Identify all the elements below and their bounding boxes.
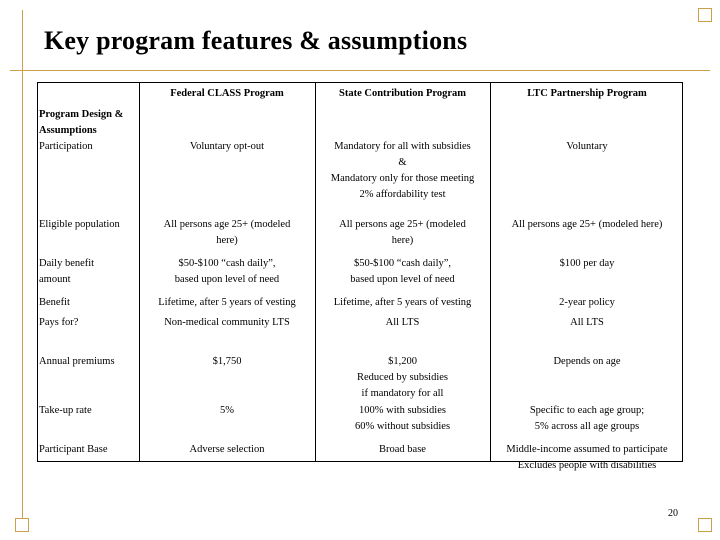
cell-eligible-state: All persons age 25+ (modeled here): [339, 219, 466, 246]
cell-participation-ltc: Voluntary: [566, 141, 608, 152]
cell-daily-benefit-state: $50-$100 “cash daily”, based upon level of need: [350, 258, 455, 285]
decorative-vertical-line: [22, 10, 23, 530]
cell-eligible-federal: All persons age 25+ (modeled here): [163, 219, 291, 246]
cell-pays-for-ltc: All LTS: [570, 317, 604, 328]
section-label-program-design: Program Design & Assumptions: [39, 109, 124, 136]
cell-eligible-ltc: All persons age 25+ (modeled here): [511, 219, 663, 230]
row-label-benefit: Benefit: [39, 297, 70, 308]
row-label-participation: Participation: [39, 141, 93, 152]
cell-daily-benefit-federal: $50-$100 “cash daily”, based upon level of need: [174, 258, 280, 285]
cell-benefit-ltc: 2-year policy: [559, 297, 615, 308]
cell-take-up-federal: 5%: [220, 405, 234, 416]
cell-daily-benefit-ltc: $100 per day: [559, 258, 615, 269]
column-header-state-contribution: State Contribution Program: [339, 88, 466, 99]
cell-take-up-state: 100% with subsidies 60% without subsidies: [354, 405, 451, 432]
column-header-ltc-partnership: LTC Partnership Program: [527, 88, 647, 99]
features-table: [37, 82, 683, 471]
cell-participant-base-federal: Adverse selection: [189, 444, 265, 455]
cell-participant-base-state: Broad base: [379, 444, 426, 455]
cell-participation-state: Mandatory for all with subsidies & Mandatory only for those meeting 2% affordability test: [330, 141, 475, 200]
row-label-participant-base: Participant Base: [39, 444, 108, 455]
cell-benefit-state: Lifetime, after 5 years of vesting: [333, 297, 472, 308]
decorative-square-bottom-left: [15, 518, 29, 532]
cell-premiums-state: $1,200 Reduced by subsidies if mandatory for all: [357, 356, 448, 399]
row-label-eligible-population: Eligible population: [39, 219, 120, 230]
row-label-daily-benefit: Daily benefit amount: [39, 258, 95, 285]
cell-pays-for-federal: Non-medical community LTS: [164, 317, 290, 328]
row-label-take-up-rate: Take-up rate: [39, 405, 92, 416]
decorative-square-bottom-right: [698, 518, 712, 532]
cell-pays-for-state: All LTS: [385, 317, 420, 328]
cell-benefit-federal: Lifetime, after 5 years of vesting: [158, 297, 296, 308]
row-label-pays-for: Pays for?: [39, 317, 79, 328]
column-header-federal-class: Federal CLASS Program: [170, 88, 284, 99]
decorative-horizontal-line: [10, 70, 710, 71]
cell-take-up-ltc: Specific to each age group; 5% across all age groups: [529, 405, 645, 432]
row-label-annual-premiums: Annual premiums: [39, 356, 115, 367]
cell-premiums-ltc: Depends on age: [553, 356, 621, 367]
cell-participant-base-ltc: Middle-income assumed to participate Excludes people with disabilities: [506, 444, 668, 471]
decorative-square-top-right: [698, 8, 712, 22]
cell-participation-federal: Voluntary opt-out: [189, 141, 265, 152]
slide-title: Key program features & assumptions: [44, 26, 468, 55]
cell-premiums-federal: $1,750: [212, 356, 242, 367]
page-number: 20: [668, 508, 678, 519]
